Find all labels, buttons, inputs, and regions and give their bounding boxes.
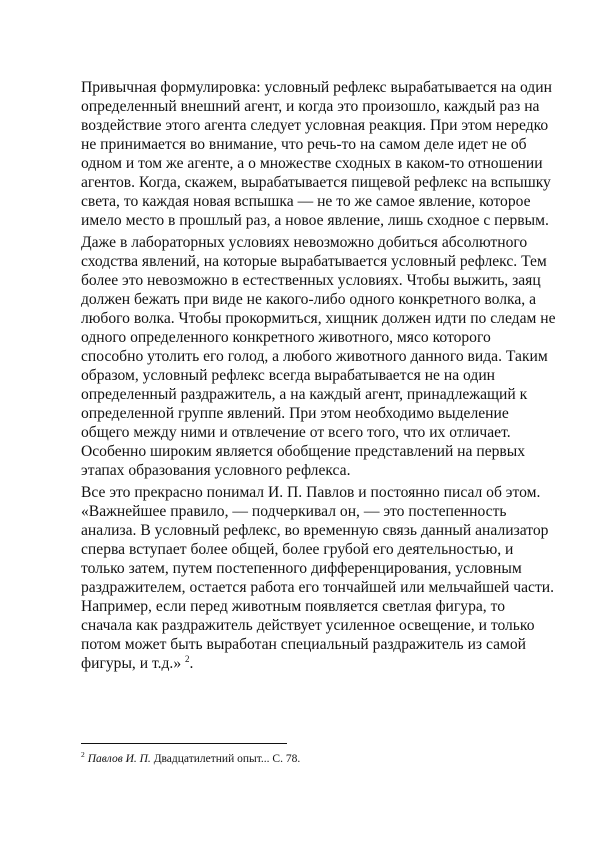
text-line: одного определенного конкретного животного, мясо которого: [81, 329, 491, 346]
text-line: определенный внешний агент, и когда это произошло, каждый раз на: [81, 98, 540, 115]
text-line: определенный раздражитель, а на каждый агент, принадлежащий к: [81, 386, 528, 403]
footnote: [81, 752, 300, 766]
text-line: любого волка. Чтобы прокормиться, хищник должен идти по следам не: [81, 310, 556, 327]
text-line: образом, условный рефлекс всегда вырабатывается не на один: [81, 367, 496, 384]
paragraph-2: [81, 233, 556, 480]
paragraph-3: [81, 483, 555, 673]
text-line: агентов. Когда, скажем, вырабатывается пищевой рефлекс на вспышку: [81, 174, 551, 191]
text-line: одном и том же агенте, а о множестве сходных в каком-то отношении: [81, 155, 543, 172]
footnote-text: Двадцатилетний опыт... С. 78.: [153, 753, 301, 765]
text-line: анализа. В условный рефлекс, во временную связь данный анализатор: [81, 522, 549, 539]
text-line: фигуры, и т.д.»: [81, 655, 182, 672]
text-line-last: [81, 654, 531, 673]
text-line: только затем, путем постепенного дифференцирования, условным: [81, 560, 522, 577]
text-line: сначала как раздражитель действует усиленное освещение, и только: [81, 617, 535, 634]
text-line: должен бежать при виде не какого-либо одного конкретного волка, а: [81, 291, 537, 308]
text-line: Привычная формулировка: условный рефлекс вырабатывается на один: [81, 79, 552, 96]
text-line: воздействие этого агента следует условная реакция. При этом нередко: [81, 117, 549, 134]
footnote-separator: [81, 743, 287, 744]
text-line: Даже в лабораторных условиях невозможно добиться абсолютного: [81, 234, 528, 251]
text-line: «Важнейшее правило, — подчеркивал он, — это постепенность: [81, 503, 507, 520]
text-line: сперва вступает более общей, более грубой его деятельностью, и: [81, 541, 514, 558]
footnote-number: 2: [81, 750, 85, 759]
text-line: не принимается во внимание, что речь-то на самом деле идет не об: [81, 136, 527, 153]
body-text: [81, 78, 556, 673]
text-line: Особенно широким является обобщение представлений на первых: [81, 443, 526, 460]
text-line: Все это прекрасно понимал И. П. Павлов и постоянно писал об этом.: [81, 484, 541, 501]
text-line: сходства явлений, на которые вырабатывается условный рефлекс. Тем: [81, 253, 547, 270]
footnote-reference[interactable]: 2: [185, 654, 190, 664]
paragraph-1: [81, 78, 552, 230]
text-line: потом может быть выработан специальный раздражитель из самой: [81, 636, 527, 653]
text-line: света, то каждая новая вспышка — не то же самое явление, которое: [81, 193, 531, 210]
footnote-author: Павлов И. П.: [87, 753, 151, 765]
text-line: общего между ними и отвлечение от всего того, что их отличает.: [81, 424, 511, 441]
trailing-punctuation: .: [189, 655, 194, 672]
text-line: этапах образования условного рефлекса.: [81, 462, 351, 479]
text-line: Например, если перед животным появляется светлая фигура, то: [81, 598, 506, 615]
text-line: более это невозможно в естественных условиях. Чтобы выжить, заяц: [81, 272, 541, 289]
text-line: раздражителем, остается работа его тончайшей или мельчайшей части.: [81, 579, 555, 596]
text-line: определенной группе явлений. При этом необходимо выделение: [81, 405, 509, 422]
text-line: способно утолить его голод, а любого животного данного вида. Таким: [81, 348, 548, 365]
text-line: имело место в прошлый раз, а новое явление, лишь сходное с первым.: [81, 212, 549, 229]
